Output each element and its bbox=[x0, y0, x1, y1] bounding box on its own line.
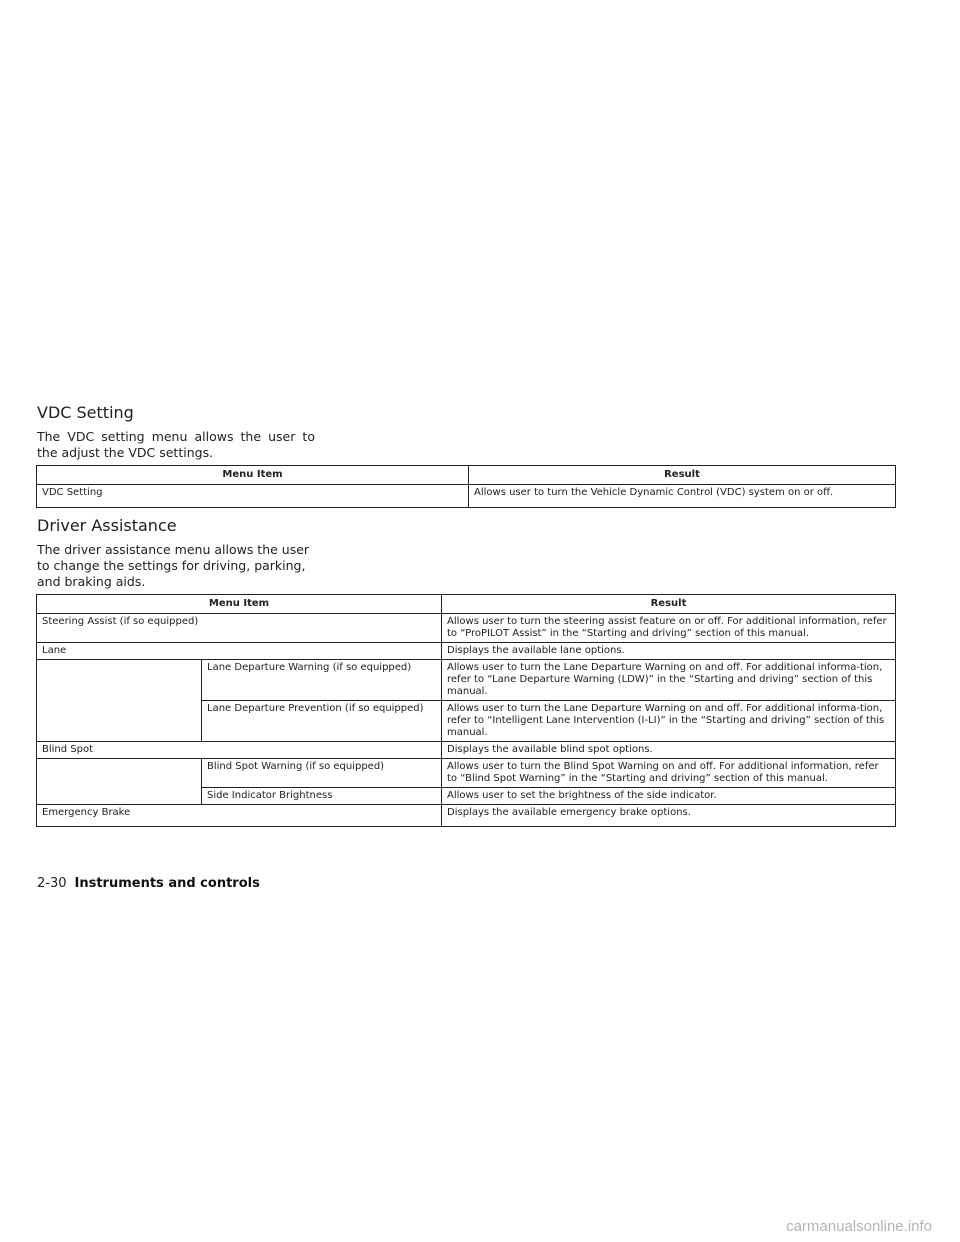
page-number: 2-30 bbox=[37, 876, 67, 891]
vdc-settings-table bbox=[36, 465, 896, 508]
submenu-item-cell: Lane Departure Prevention (if so equipped) bbox=[202, 701, 442, 742]
vdc-section-title: VDC Setting bbox=[37, 403, 134, 422]
result-cell: Allows user to turn the Blind Spot Warning on and off. For additional information, refer to “Blind Spot Warning” in the “Starting and driving” section of this manual. bbox=[442, 759, 896, 788]
menu-item-column-header: Menu Item bbox=[37, 595, 442, 614]
indent-spacer-cell bbox=[37, 759, 202, 805]
menu-item-cell: Steering Assist (if so equipped) bbox=[37, 614, 442, 643]
result-column-header: Result bbox=[442, 595, 896, 614]
submenu-item-cell: Blind Spot Warning (if so equipped) bbox=[202, 759, 442, 788]
table-row bbox=[37, 643, 896, 660]
table-row bbox=[37, 614, 896, 643]
menu-item-cell: VDC Setting bbox=[37, 485, 469, 508]
vdc-intro-text: The VDC setting menu allows the user to the adjust the VDC settings. bbox=[37, 429, 315, 460]
result-cell: Allows user to turn the Lane Departure Warning on and off. For additional informa-tion, refer to “Lane Departure Warning (LDW)” in the “Starting and driving” section of this manual. bbox=[442, 660, 896, 701]
menu-item-cell: Emergency Brake bbox=[37, 805, 442, 827]
driver-assistance-table bbox=[36, 594, 896, 827]
result-cell: Displays the available blind spot options. bbox=[442, 742, 896, 759]
menu-item-cell: Blind Spot bbox=[37, 742, 442, 759]
driver-assistance-intro-text: The driver assistance menu allows the user to change the settings for driving, parking, and braking aids. bbox=[37, 542, 310, 589]
result-cell: Allows user to turn the Lane Departure Warning on and off. For additional informa-tion, refer to “Intelligent Lane Intervention (I-LI)” in the “Starting and driving” section of this manual. bbox=[442, 701, 896, 742]
table-header-row bbox=[37, 595, 896, 614]
table-row bbox=[37, 485, 896, 508]
result-cell: Allows user to set the brightness of the side indicator. bbox=[442, 788, 896, 805]
chapter-title: Instruments and controls bbox=[74, 876, 260, 891]
menu-item-column-header: Menu Item bbox=[37, 466, 469, 485]
page-footer bbox=[37, 876, 260, 891]
submenu-item-cell: Lane Departure Warning (if so equipped) bbox=[202, 660, 442, 701]
table-row bbox=[37, 660, 896, 701]
submenu-item-cell: Side Indicator Brightness bbox=[202, 788, 442, 805]
table-row bbox=[37, 805, 896, 827]
watermark-text: carmanualsonline.info bbox=[786, 1218, 932, 1235]
driver-assistance-section-title: Driver Assistance bbox=[37, 516, 177, 535]
result-cell: Allows user to turn the Vehicle Dynamic Control (VDC) system on or off. bbox=[469, 485, 896, 508]
table-header-row bbox=[37, 466, 896, 485]
table-row bbox=[37, 742, 896, 759]
indent-spacer-cell bbox=[37, 660, 202, 742]
result-cell: Allows user to turn the steering assist feature on or off. For additional information, refer to “ProPILOT Assist” in the “Starting and driving” section of this manual. bbox=[442, 614, 896, 643]
menu-item-cell: Lane bbox=[37, 643, 442, 660]
result-cell: Displays the available lane options. bbox=[442, 643, 896, 660]
result-cell: Displays the available emergency brake options. bbox=[442, 805, 896, 827]
result-column-header: Result bbox=[469, 466, 896, 485]
table-row bbox=[37, 759, 896, 788]
